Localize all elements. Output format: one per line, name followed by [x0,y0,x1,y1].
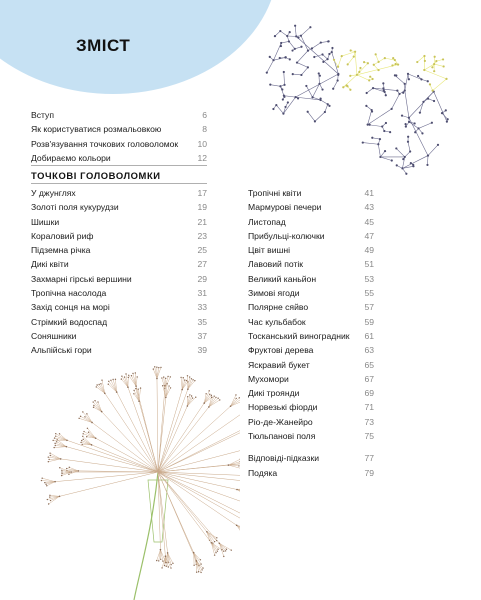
toc-entry-title: Захмарні гірські вершини [31,273,132,284]
toc-entry-title: Мухомори [248,373,289,384]
toc-entry [31,137,207,151]
toc-entry-title: Кораловий риф [31,230,94,241]
toc-entry-title: Мармурові печери [248,202,322,213]
toc-entry-page: 25 [197,245,207,256]
toc-entry-title: Захід сонця на морі [31,302,110,313]
toc-entry [248,257,374,271]
toc-entry-title: Тосканський виноградник [248,330,350,341]
toc-entry [31,122,207,136]
toc-entry-page: 69 [364,388,374,399]
toc-entry [248,358,374,372]
toc-entry-title: Як користуватися розмальовкою [31,124,162,135]
toc-entry-page: 37 [197,330,207,341]
toc-entry-title: Ріо-де-Жанейро [248,416,313,427]
toc-entry-page: 39 [197,345,207,356]
toc-entry-title: Листопад [248,216,286,227]
toc-entry-title: Тюльпанові поля [248,431,316,442]
divider [31,183,207,184]
toc-entry-title: У джунглях [31,188,76,198]
toc-entry-title: Соняшники [31,330,77,341]
puzzle-list-left [31,186,207,358]
toc-entry-title: Яскравий букет [248,359,310,370]
toc-entry [248,272,374,286]
toc-entry [248,215,374,229]
toc-entry [31,215,207,229]
toc-entry [248,243,374,257]
toc-entry [31,229,207,243]
toc-entry [248,386,374,400]
toc-entry-page: 59 [364,316,374,327]
toc-entry-page: 10 [197,138,207,149]
toc-entry [248,329,374,343]
toc-entry-title: Золоті поля кукурудзи [31,202,119,213]
toc-entry-page: 21 [197,216,207,227]
toc-entry-page: 77 [364,453,374,464]
page-title: ЗМІСТ [76,36,131,55]
toc-entry-page: 23 [197,230,207,241]
toc-entry-page: 49 [364,245,374,256]
toc-entry [31,300,207,314]
toc-entry [248,315,374,329]
toc-entry-title: Цвіт вишні [248,245,291,256]
decorative-blue-circle [0,0,278,94]
toc-entry [248,186,374,200]
toc-entry-page: 43 [364,202,374,213]
puzzle-list-right [248,186,374,480]
toc-entry [31,108,207,122]
toc-entry-page: 19 [197,202,207,213]
toc-entry [31,186,207,200]
dot-puzzle-dandelion-illustration [40,340,240,600]
intro-list [31,108,207,165]
toc-entry-page: 12 [197,152,207,163]
toc-entry [31,286,207,300]
toc-entry [31,200,207,214]
toc-entry-title: Відповіді-підказки [248,453,320,464]
toc-entry-page: 31 [197,288,207,299]
dot-puzzle-map-illustration [252,12,462,182]
toc-entry-title: Полярне сяйво [248,302,309,313]
section-title: ТОЧКОВІ ГОЛОВОЛОМКИ [31,170,161,181]
toc-entry-page: 6 [202,110,207,120]
toc-entry-page: 51 [364,259,374,270]
toc-entry [248,200,374,214]
toc-entry-page: 41 [364,188,374,198]
toc-entry [31,243,207,257]
toc-entry-page: 45 [364,216,374,227]
toc-entry-page: 27 [197,259,207,270]
toc-entry-page: 33 [197,302,207,313]
toc-entry-page: 65 [364,359,374,370]
toc-entry-title: Шишки [31,216,60,227]
toc-entry-page: 61 [364,330,374,341]
toc-entry-title: Норвезькі фіорди [248,402,318,413]
toc-entry [248,286,374,300]
toc-entry [248,451,374,465]
toc-entry-page: 79 [364,467,374,478]
toc-entry-title: Прибульці-колючки [248,230,325,241]
divider [31,165,207,166]
toc-entry-page: 53 [364,273,374,284]
toc-entry-page: 57 [364,302,374,313]
toc-spacer [248,443,374,451]
toc-entry-title: Лавовий потік [248,259,304,270]
toc-entry-title: Підземна річка [31,245,91,256]
toc-entry-title: Фруктові дерева [248,345,314,356]
toc-entry-title: Добираємо кольори [31,152,111,163]
toc-entry [248,429,374,443]
toc-entry-page: 47 [364,230,374,241]
toc-entry-page: 67 [364,373,374,384]
toc-entry-page: 63 [364,345,374,356]
toc-entry [248,466,374,480]
toc-entry-title: Стрімкий водоспад [31,316,108,327]
toc-entry-page: 75 [364,431,374,442]
toc-entry-title: Розв'язування точкових головоломок [31,138,179,149]
toc-entry [248,415,374,429]
toc-entry-title: Тропічні квіти [248,188,302,198]
toc-entry [31,272,207,286]
toc-entry-title: Час кульбабок [248,316,306,327]
toc-entry-page: 29 [197,273,207,284]
toc-entry [31,257,207,271]
toc-entry-title: Альпійські гори [31,345,92,356]
toc-entry-title: Вступ [31,110,55,120]
toc-entry-title: Зимові ягоди [248,288,300,299]
toc-entry [248,229,374,243]
toc-entry-title: Подяка [248,467,278,478]
toc-entry-page: 35 [197,316,207,327]
toc-entry [248,300,374,314]
toc-entry-title: Тропічна насолода [31,288,107,299]
toc-entry-title: Дикі квіти [31,259,69,270]
toc-entry [31,315,207,329]
toc-entry-title: Дикі троянди [248,388,300,399]
toc-entry-page: 8 [202,124,207,135]
toc-entry-page: 17 [197,188,207,198]
toc-entry-page: 71 [364,402,374,413]
toc-entry-page: 55 [364,288,374,299]
toc-entry [248,400,374,414]
toc-entry-title: Великий каньйон [248,273,317,284]
toc-entry-page: 73 [364,416,374,427]
toc-entry [248,343,374,357]
toc-entry [248,372,374,386]
toc-entry [31,151,207,165]
